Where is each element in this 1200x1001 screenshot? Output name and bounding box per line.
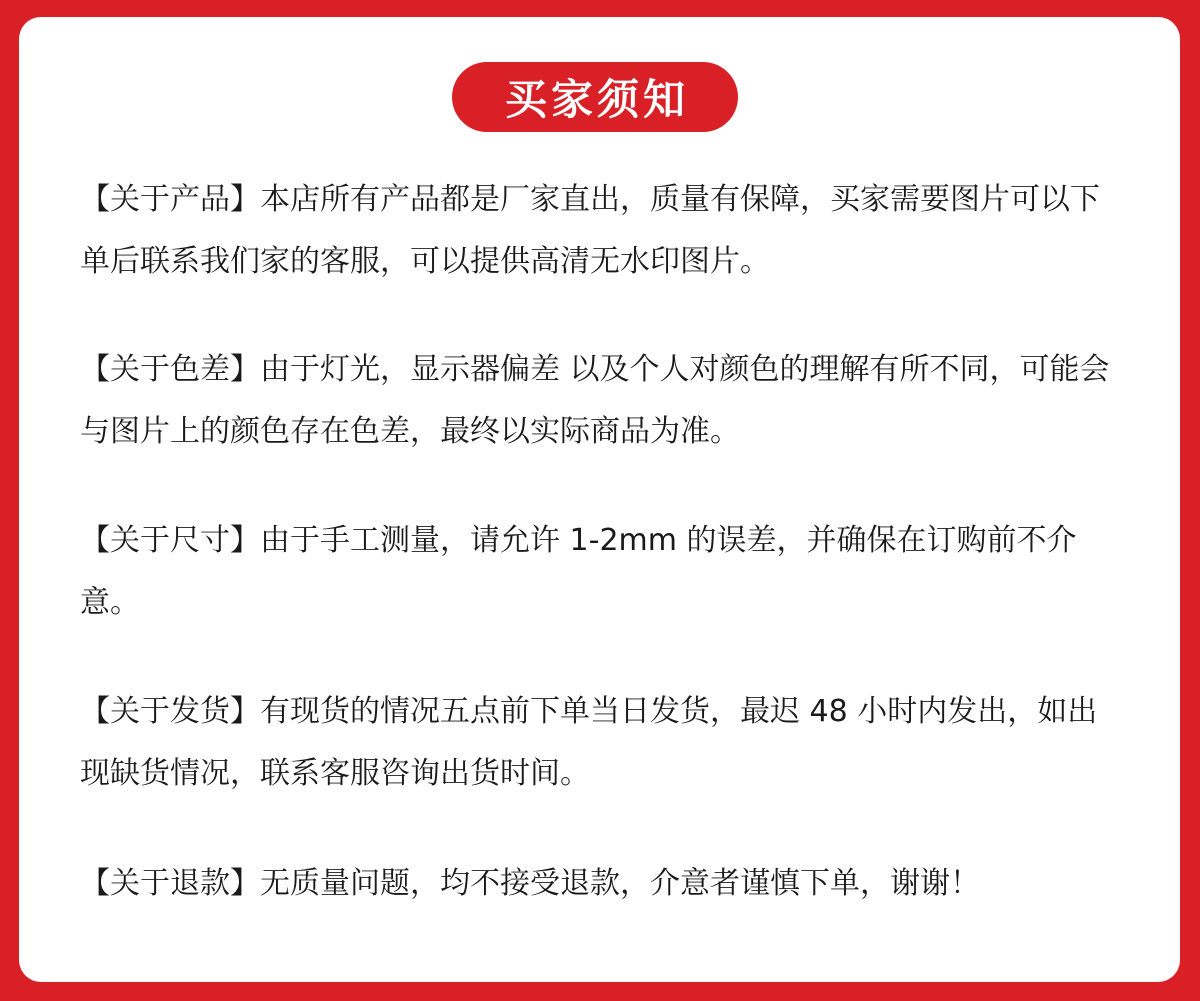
section-text: 由于手工测量，请允许 1-2mm 的误差，并确保在订购前不介意。	[80, 523, 1077, 620]
section-text: 本店所有产品都是厂家直出，质量有保障，买家需要图片可以下单后联系我们家的客服，可以提供高清无水印图片。	[80, 182, 1100, 279]
page-title: 买家须知	[452, 62, 738, 132]
section-heading: 【关于尺寸】	[80, 523, 260, 558]
section-refund	[80, 853, 1120, 915]
notice-card	[19, 17, 1180, 982]
section-size	[80, 510, 1120, 634]
section-heading: 【关于产品】	[80, 182, 260, 217]
section-heading: 【关于退款】	[80, 866, 260, 901]
section-heading: 【关于发货】	[80, 694, 260, 729]
section-text: 无质量问题，均不接受退款，介意者谨慎下单，谢谢！	[260, 866, 980, 901]
section-text: 由于灯光，显示器偏差 以及个人对颜色的理解有所不同，可能会与图片上的颜色存在色差，最终以实际商品为准。	[80, 352, 1110, 449]
section-heading: 【关于色差】	[80, 352, 260, 387]
section-color-difference	[80, 339, 1120, 463]
section-product	[80, 169, 1120, 293]
section-text: 有现货的情况五点前下单当日发货，最迟 48 小时内发出，如出现缺货情况，联系客服咨询出货时间。	[80, 694, 1098, 791]
section-shipping	[80, 681, 1120, 805]
